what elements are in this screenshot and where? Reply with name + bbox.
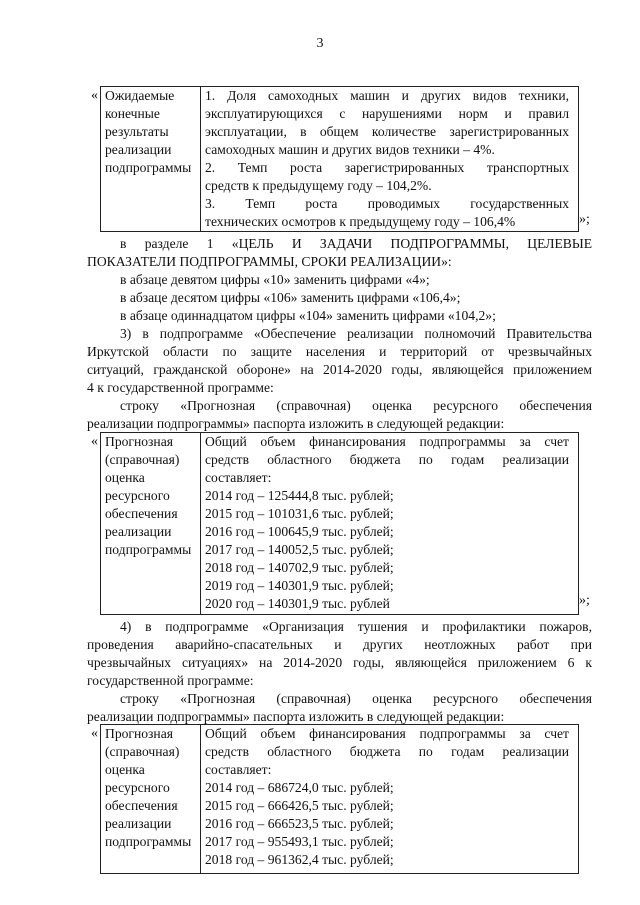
table3-value-line: составляет: [205, 762, 272, 777]
table3-label-line: ресурсного [105, 780, 170, 795]
table2-close-quote: »; [579, 593, 590, 608]
table1-value-line: 2. Темп роста зарегистрированных транспортных [205, 160, 569, 175]
table2-value-line: составляет: [205, 470, 272, 485]
paragraph-line: ситуаций, гражданской обороне» на 2014-2020 годы, являющейся приложением [87, 362, 592, 377]
paragraph-line: в абзаце одиннадцатом цифры «104» заменить цифрами «104,2»; [120, 308, 496, 323]
table1-label-column [101, 87, 201, 231]
table2-value-line: 2016 год – 100645,9 тыс. рублей; [205, 524, 394, 539]
paragraph-line: проведения аварийно-спасательных и других неотложных работ при [87, 637, 592, 652]
table1-value-line: технических осмотров к предыдущему году – 106,4% [205, 214, 516, 229]
table3-value-line: 2015 год – 666426,5 тыс. рублей; [205, 798, 394, 813]
paragraph-line: реализации подпрограммы» паспорта изложить в следующей редакции: [87, 709, 505, 724]
table3-value-line: 2014 год – 686724,0 тыс. рублей; [205, 780, 394, 795]
table3-value-line: Общий объем финансирования подпрограммы за счет [205, 726, 569, 741]
table2-value-line: средств областного бюджета по годам реализации [205, 452, 569, 467]
table3-value-line: 2018 год – 961362,4 тыс. рублей; [205, 852, 394, 867]
table1-label-line: конечные [105, 106, 160, 121]
table3-label-line: обеспечения [105, 798, 178, 813]
table2-label-line: оценка [105, 470, 145, 485]
table2-label-line: Прогнозная [105, 434, 173, 449]
table3-label-line: реализации [105, 816, 172, 831]
table3-value-line: 2017 год – 955493,1 тыс. рублей; [205, 834, 394, 849]
table3-label-line: (справочная) [105, 744, 180, 759]
section-heading-line: ПОКАЗАТЕЛИ ПОДПРОГРАММЫ, СРОКИ РЕАЛИЗАЦИИ»: [87, 254, 452, 269]
table2-label-line: обеспечения [105, 506, 178, 521]
table3-label-column [101, 725, 201, 873]
table1-value-line: самоходных машин и других видов техники – 4%. [205, 142, 495, 157]
table1-label-line: Ожидаемые [105, 88, 175, 103]
paragraph-line: государственной программе: [87, 673, 254, 688]
table2-label-line: подпрограммы [105, 542, 192, 557]
table1-value-line: эксплуатирующихся с нарушениями норм и правил [205, 106, 569, 121]
table2-label-column [101, 433, 201, 614]
table1-value-line: эксплуатации, в общем количестве зарегистрированных [205, 124, 569, 139]
paragraph-line: чрезвычайных ситуациях» на 2014-2020 годы, являющейся приложением 6 к [87, 655, 592, 670]
table2-value-line: 2014 год – 125444,8 тыс. рублей; [205, 488, 394, 503]
paragraph-line: 4 к государственной программе: [87, 380, 274, 395]
table2-value-line: Общий объем финансирования подпрограммы за счет [205, 434, 569, 449]
table1-label-line: подпрограммы [105, 160, 192, 175]
paragraph-line: Иркутской области по защите населения и территорий от чрезвычайных [87, 344, 592, 359]
table3 [100, 724, 579, 874]
paragraph-line: строку «Прогнозная (справочная) оценка ресурсного обеспечения [120, 398, 592, 413]
table2-label-line: (справочная) [105, 452, 180, 467]
table2-label-line: ресурсного [105, 488, 170, 503]
table3-value-line: средств областного бюджета по годам реализации [205, 744, 569, 759]
table1-value-line: 1. Доля самоходных машин и других видов техники, [205, 88, 569, 103]
paragraph-line: строку «Прогнозная (справочная) оценка ресурсного обеспечения [120, 691, 592, 706]
paragraph-line: в абзаце десятом цифры «106» заменить цифрами «106,4»; [120, 290, 461, 305]
table3-label-line: Прогнозная [105, 726, 173, 741]
paragraph-line: 4) в подпрограмме «Организация тушения и профилактики пожаров, [120, 619, 592, 634]
table1-label-line: результаты [105, 124, 169, 139]
paragraph-line: реализации подпрограммы» паспорта изложить в следующей редакции: [87, 416, 505, 431]
table2-value-line: 2019 год – 140301,9 тыс. рублей; [205, 578, 394, 593]
table2-open-quote: « [91, 434, 98, 449]
paragraph-line: в абзаце девятом цифры «10» заменить цифрами «4»; [120, 272, 430, 287]
table1 [100, 86, 579, 232]
table2-label-line: реализации [105, 524, 172, 539]
table1-open-quote: « [91, 88, 98, 103]
table3-label-line: подпрограммы [105, 834, 192, 849]
table2-value-line: 2017 год – 140052,5 тыс. рублей; [205, 542, 394, 557]
table1-label-line: реализации [105, 142, 172, 157]
table2-value-line: 2015 год – 101031,6 тыс. рублей; [205, 506, 394, 521]
section-heading-line: в разделе 1 «ЦЕЛЬ И ЗАДАЧИ ПОДПРОГРАММЫ, ЦЕЛЕВЫЕ [120, 236, 592, 251]
table1-close-quote: »; [579, 212, 590, 227]
table2-value-line: 2020 год – 140301,9 тыс. рублей [205, 596, 390, 611]
page-number: 3 [316, 36, 324, 51]
table3-open-quote: « [91, 726, 98, 741]
table2 [100, 432, 579, 615]
paragraph-line: 3) в подпрограмме «Обеспечение реализации полномочий Правительства [120, 326, 592, 341]
table1-value-line: 3. Темп роста проводимых государственных [205, 196, 569, 211]
table3-label-line: оценка [105, 762, 145, 777]
table1-value-line: средств к предыдущему году – 104,2%. [205, 178, 432, 193]
table2-value-line: 2018 год – 140702,9 тыс. рублей; [205, 560, 394, 575]
table3-value-line: 2016 год – 666523,5 тыс. рублей; [205, 816, 394, 831]
